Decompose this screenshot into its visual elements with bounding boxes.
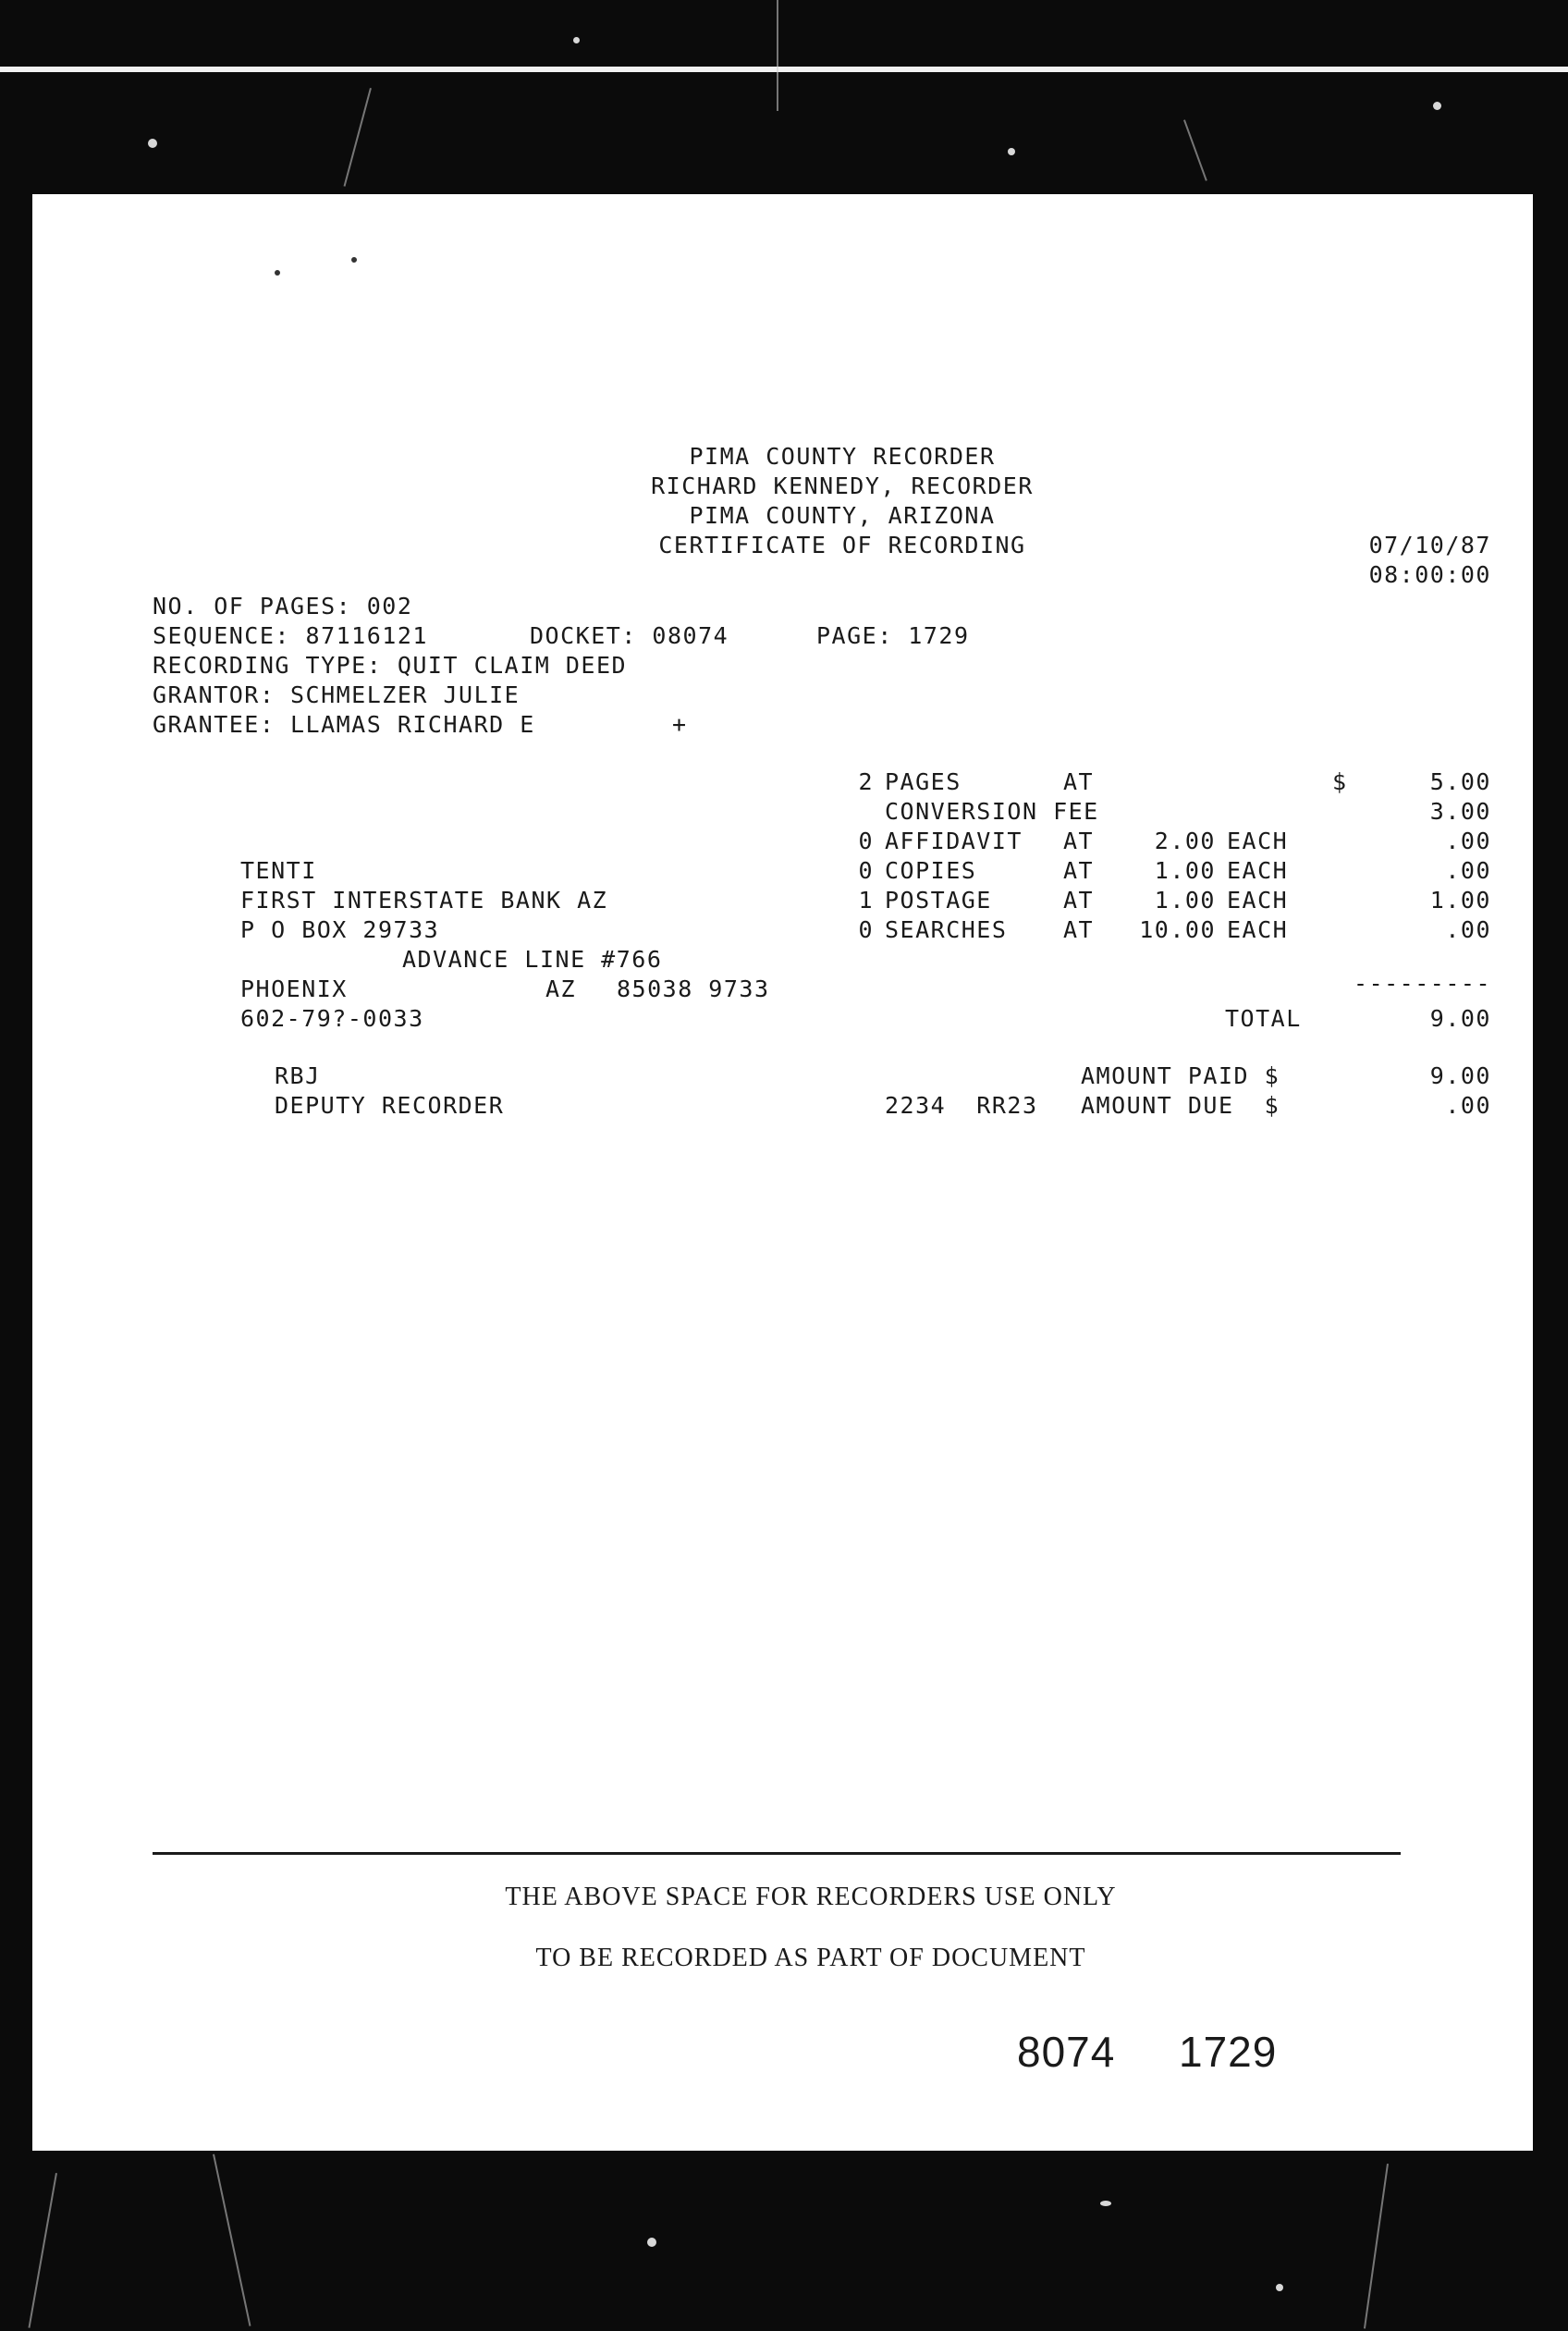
amount-due: .00 <box>1445 1092 1491 1119</box>
address-city: PHOENIX <box>240 975 348 1002</box>
fee-amount: .00 <box>1445 857 1491 884</box>
recording-type: RECORDING TYPE: QUIT CLAIM DEED <box>153 652 628 679</box>
scan-scratch <box>777 0 778 111</box>
fee-at: AT <box>1063 916 1095 943</box>
fee-amount: .00 <box>1445 828 1491 854</box>
docket-number: DOCKET: 08074 <box>530 622 729 649</box>
fee-qty: 2 <box>858 768 874 795</box>
address-line-3: P O BOX 29733 <box>240 916 440 943</box>
page-number: PAGE: 1729 <box>816 622 970 649</box>
fee-item: AFFIDAVIT <box>885 828 1023 854</box>
stamp-page: 1729 <box>1179 2028 1278 2076</box>
scan-scratch <box>213 2154 251 2326</box>
fee-each: EACH <box>1227 857 1289 884</box>
fee-each: EACH <box>1227 916 1289 943</box>
fee-qty: 1 <box>858 887 874 914</box>
address-phone: 602-79?-0033 <box>240 1005 424 1032</box>
document-page <box>32 194 1533 2151</box>
address-state: AZ <box>545 975 577 1002</box>
scan-speck <box>1008 148 1015 155</box>
scan-speck <box>1276 2284 1283 2291</box>
scan-speck <box>1433 102 1441 110</box>
header-office: PIMA COUNTY RECORDER <box>689 443 996 470</box>
scan-speck <box>573 37 580 43</box>
header-county: PIMA COUNTY, ARIZONA <box>689 502 996 529</box>
fee-amount: 5.00 <box>1429 768 1491 795</box>
recorder-use-note: THE ABOVE SPACE FOR RECORDERS USE ONLY <box>505 1883 1117 1911</box>
header-certificate-title: CERTIFICATE OF RECORDING <box>658 532 1026 558</box>
scan-speck <box>148 139 157 148</box>
amount-paid: 9.00 <box>1429 1062 1491 1089</box>
fee-qty: 0 <box>858 857 874 884</box>
fee-amount: 1.00 <box>1429 887 1491 914</box>
fee-rate: 10.00 <box>1139 916 1216 943</box>
deputy-recorder-label: DEPUTY RECORDER <box>275 1092 505 1119</box>
address-line-4: ADVANCE LINE #766 <box>402 946 663 973</box>
fee-each: EACH <box>1227 828 1289 854</box>
address-line-2: FIRST INTERSTATE BANK AZ <box>240 887 608 914</box>
fee-each: EACH <box>1227 887 1289 914</box>
amount-paid-label: AMOUNT PAID $ <box>1081 1062 1280 1089</box>
scan-scratch <box>1183 119 1207 180</box>
scan-scratch <box>28 2173 56 2328</box>
recording-time: 08:00:00 <box>1368 561 1491 588</box>
fee-rate: 1.00 <box>1154 887 1216 914</box>
fee-at: AT <box>1063 768 1095 795</box>
fee-item: CONVERSION FEE <box>885 798 1099 825</box>
currency-symbol: $ <box>1332 768 1348 795</box>
fee-rate: 1.00 <box>1154 857 1216 884</box>
scan-top-line <box>0 67 1568 72</box>
fee-item: POSTAGE <box>885 887 992 914</box>
fee-qty: 0 <box>858 916 874 943</box>
paper-speck <box>351 257 357 263</box>
address-line-1: TENTI <box>240 857 317 884</box>
fee-at: AT <box>1063 887 1095 914</box>
fee-amount: .00 <box>1445 916 1491 943</box>
header-recorder-name: RICHARD KENNEDY, RECORDER <box>651 472 1034 499</box>
grantee: GRANTEE: LLAMAS RICHARD E <box>153 711 535 738</box>
scan-scratch <box>344 88 372 187</box>
recording-date: 07/10/87 <box>1368 532 1491 558</box>
fee-item: SEARCHES <box>885 916 1008 943</box>
scan-speck <box>647 2238 656 2247</box>
scan-speck <box>1100 2201 1111 2206</box>
address-zip: 85038 9733 <box>617 975 770 1002</box>
fee-item: COPIES <box>885 857 977 884</box>
fee-qty: 0 <box>858 828 874 854</box>
fee-amount: 3.00 <box>1429 798 1491 825</box>
total-separator: --------- <box>1354 970 1491 997</box>
recorder-space-rule <box>153 1852 1401 1855</box>
total-label: TOTAL <box>1225 1005 1302 1032</box>
number-of-pages: NO. OF PAGES: 002 <box>153 593 413 620</box>
amount-due-label: AMOUNT DUE $ <box>1081 1092 1280 1119</box>
grantor: GRANTOR: SCHMELZER JULIE <box>153 681 521 708</box>
record-part-note: TO BE RECORDED AS PART OF DOCUMENT <box>535 1944 1086 1972</box>
fee-rate: 2.00 <box>1154 828 1216 854</box>
fee-item: PAGES <box>885 768 962 795</box>
sequence-number: SEQUENCE: 87116121 <box>153 622 428 649</box>
total-amount: 9.00 <box>1429 1005 1491 1032</box>
stamp-docket: 8074 <box>1017 2028 1116 2076</box>
grantee-mark: + <box>672 711 688 738</box>
scan-scratch <box>1364 2164 1389 2329</box>
fee-at: AT <box>1063 828 1095 854</box>
fee-at: AT <box>1063 857 1095 884</box>
deputy-initials: RBJ <box>275 1062 321 1089</box>
paper-speck <box>275 270 280 276</box>
receipt-code: 2234 RR23 <box>885 1092 1038 1119</box>
